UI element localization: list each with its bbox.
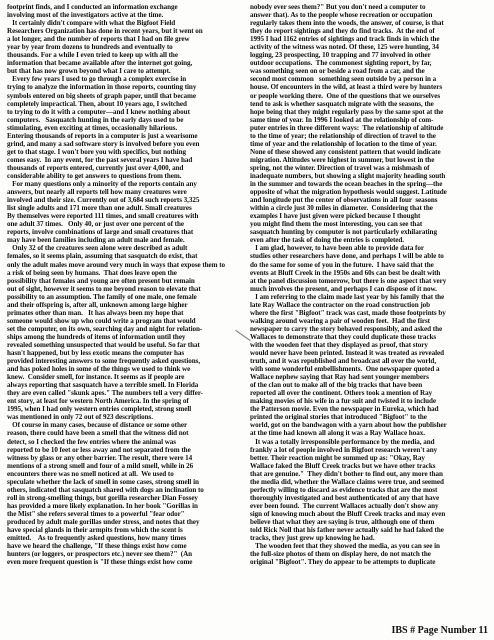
left-text-column: footprint finds, and I conducted an information exchange involving most of the investigators active at the time. It certainly didn't compare with what the Bigfoot Field Researchers Organization has done in recent years, but it went on a lot longer, and the number of reports that I had on file grew year by year from dozens to hundreds and eventually to thousands. For a while I even tried to keep up with all the information that became available after the internet got going, but that has now grown beyond what I care to attempt. Every few years I used to go through a complex exercise in trying to analyze the information in those reports, counting tiny symbols entered on big sheets of graph paper, until that became completely impractical. Then, about 10 years ago, I switched to trying to do it with a computer—and I knew nothing about computers. Sasquatch hunting in the early days used to be stimulating, even exciting at times, occasionally hilarious. Entering thousands of reports in a computer is just a wearisome grind, and many a sad software story is involved before you even get to that stage. I won't bore you with specifics, but nothing comes easy. In any event, for the past several years I have had thousands of reports entered, currently just over 4,000, and considerable ability to get answers to questions from them. For many questions only a minority of the reports contain any answers, but nearly all reports tell how many creatures were involved and their size. Currently out of 3,684 such reports 3,325 list single adults and 171 more than one adult. Small creatures By themselves were reported 111 times, and small creatures with one adult 37 times. Only 40, or just over one percent of the reports, involve combinations of large and small creatures that may have been families including an adult male and female. Only 32 of the creatures seen alone were described as adult females, so it seems plain, assuming that sasquatch do exist, that only the adult males move around very much in ways that expose them to a risk of being seen by humans. That does leave open the possibility that females and young are often present but remain out of sight, however it seems to me beyond reason to elevate that possibility to an assumption. The family of one male, one female and their offspring is, after all, unknown among large higher primates other than man. It has always been my hope that someone would show up who could write a program that would set the computer, on its own, searching day and night for relation- ships among the hundreds of items of information until they revealed something unsuspected that would be useful. So far that hasn't happened, but by less exotic means the computer has provided interesting answers to some frequently asked questions, and has poked holes in some of the things we used to think we knew. Consider smell, for instance. It seems as if people are always reporting that sasquatch have a terrible smell. In Florida they are even called "skunk apes." The numbers tell a very differ- ent story, at least for western North America. In the spring of 1995, when I had only western entries completed, strong smell was mentioned in only 72 out of 923 descriptions. Of course in many cases, because of distance or some other reason, there could have been a smell that the witness did not detect, so I checked the few entries where the animal was reported to be 10 feet or less away and not separated from the witness by glass or any other barrier. The result, there were 14 mentions of a strong smell and four of a mild smell, while in 26 encounters there was no smell noticed at all. We used to speculate whether the lack of smell in some cases, strong smell in others, indicated that sasquatch shared with dogs an inclination to roll in strong-smelling things, but gorilla researcher Dian Fossey has provided a more likely explanation. In her book "Gorillas in the Mist" she refers several times to a powerful "fear odor" produced by adult male gorillas under stress, and notes that they have special glands in their armpits from which the scent is emitted. As to frequently asked questions, how many times have we heard the challenge, "If these things exist how come hunters (or loggers, or prospectors etc.) never see them?" (An even more frequent question is "If these things exist how come <box>7 3 226 567</box>
right-text-column: nobody ever sees them?" But you don't need a computer to answer that). As to the people whose recreation or occupation regularly takes them into the woods, the answer, of course, is that they do report sightings and they do find tracks. At the end of 1995 I had 1162 entries of sightings and track finds in which the activity of the witness was noted. Of these, 125 were hunting, 34 logging, 23 prospecting, 10 trapping and 77 involved in other outdoor occupations. The commonest sighting report, by far, was something seen on or beside a road from a car, and the second most common something seen outside by a person in a house. Of encounters in the wild, at least a third were by hunters or people working there. One of the questions that we ourselves tend to ask is whether sasquatch migrate with the seasons, the hope being that they might regularly pass by the same spot at the same time of year. In 1996 I looked at the relationship of com- puter entries in three different ways: The relationship of altitude to the time of year; the relationship of direction of travel to the time of year and the relationship of location to the time of year. None of these showed any consistent pattern that would indicate migration. Altitudes were highest in summer, but lowest in the spring, not the winter. Direction of travel was a mishmash of inadequate numbers, but showing a slight majority heading south in the summer and towards the ocean beaches in the spring—the opposite of what the migration hypothesis would suggest. Latitude and longitude put the center of observations in all four seasons within a circle just 30 miles in diameter. Considering that the examples I have just given were picked because I thought you might find them the most interesting, you can see that sasquatch hunting by computer is not particularly exhilarating even after the task of doing the entries is completed. I am glad, however, to have been able to provide data for studies other researchers have done, and perhaps I will be able to do the same for some of you in the future. I have said that the events at Bluff Creek in the 1950s and 60s can best be dealt with at the panel discussion tomorrow, but there is one aspect that very much involves the present, and perhaps I can dispose of it now. I am referring to the claim made last year by his family that the late Ray Wallace the contractor on the road construction job where the first "Bigfoot" track was cast, made those footprints by walking around wearing a pair of wooden feet. Had the first newspaper to carry the story behaved responsibly, and asked the Wallaces to demonstrate that they could duplicate those tracks with the wooden feet that they displayed as proof, that story would never have been printed. Instead it was treated as revealed truth, and it was republished and broadcast all over the world, with some wonderful embellishments. One newspaper quoted a Wallace nephew saying that Ray had sent younger members of the clan out to make all of the big tracks that have been reported all over the continent. Others took a mention of Ray making movies of his wife in a fur suit and twisted it to include the Patterson movie. Even the newspaper in Eureka, which had printed the original stories that introduced "Bigfoot" to the world, got on the bandwagon with a yarn about how the publisher at the time had known all along it was a Ray Wallace hoax. It was a totally irresponsible performance by the media, and frankly a lot of people involved in Bigfoot research weren't any better. Their reaction might be summed up as: "Okay, Ray Wallace faked the Bluff Creek tracks but we have other tracks that are genuine." They didn't bother to find out, any more than the media did, whether the Wallace claims were true, and seemed perfectly willing to discard as evidence tracks that are the most thoroughly investigated and best authenticated of any that have ever been found. The current Wallaces actually don't show any sign of knowing much about the Bluff Creek tracks and may even believe that what they are saying is true, although one of them told Rick Noll that his father never actually said he had faked the tracks, they just grew up knowing he had. The wooden feet that they showed the media, as you can see in the full-size photos of them on display here, do not match the original "Bigfoot". They do appear to be attempts to duplicate <box>250 3 447 567</box>
page-footer: IBS # Page Number 11 <box>391 625 488 636</box>
